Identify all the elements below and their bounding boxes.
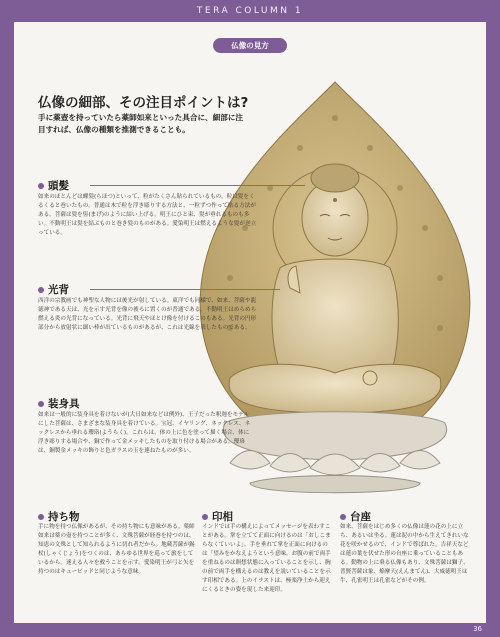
section-pedestal-body: 如来、菩薩をはじめ多くの仏像は蓮の花の上に立ち、あるいは坐る。蓮は泥の中から生えてきれいな花を咲かせるので、インドで尊ばれた。吉祥天などは蓮の葉を伏せた形の台座に乗っていることもある。動物の上に乗る仏像もあり、文殊菩薩は獅子、普賢菩薩は象、焔摩天(えんまてん)、大威徳明王は牛、孔雀明王は孔雀などがその例。 — [340, 524, 469, 584]
section-pill: 仏像の見方 — [213, 38, 287, 53]
page-headline: 仏像の細部、その注目ポイントは? — [38, 95, 249, 111]
lead-paragraph: 手に薬壺を持っていたら薬師如来といった具合に、細部に注目すれば、仏像の種類を推測できることも。 — [38, 113, 244, 134]
bullet-dot-icon — [340, 514, 346, 520]
section-hair-body: 如来のほとんどは螺髪(らほつ)といって、粒がたくさん貼られているもの。粒は髪をくるくると巻いたもの。普通は木で粒を浮き彫りする方法と、一粒ずつ作って貼る方法がある。菩薩は髪を髻(まげ)のように結い上げる。明王にひと束、髪が垂れるものも多い。不動明王は髪を結ぶものと巻き髪のものがある。愛染明王は燃えるような髪が逆立っている。 — [38, 194, 257, 236]
section-mudra-body: インドでは手の構えによってメッセージを表わすことがある。掌を立てて正面に向けるのは「おしこまらなくていいよ」。手を垂れて掌を正面に向けるのは「望みをかなえようという意味。お腹の前で両手を重ねるのは瞑想状態に入っていることを示し、胸の前で両手を構えるのは教えを説いていることを示す印相である。上のイラストは、極楽浄土から迎えにくるときの姿を現した来迎印。 — [202, 524, 331, 593]
leader-line-halo — [90, 289, 280, 290]
leader-line-hair — [90, 185, 305, 186]
section-pedestal-title: 台座 — [340, 509, 371, 524]
page-number: 36 — [473, 625, 482, 633]
bullet-dot-icon — [38, 514, 44, 520]
section-mudra-title: 印相 — [202, 509, 233, 524]
section-halo-title: 光背 — [38, 282, 69, 297]
bullet-dot-icon — [38, 401, 44, 407]
bullet-dot-icon — [38, 287, 44, 293]
section-items-body: 手に物を持つ仏像があるが、その持ち物にも意味がある。薬師如来は薬の壺を持つことが多く、文殊菩薩が経巻を持つのは、知恵の文殊として知られるように切れ者だから。地蔵菩薩が錫杖(しゃくじょう)をつくのは、あらゆる世界を巡って旅をしているから。迷える人々を救うことを示す。愛染明王が弓と矢を持つのはキューピッドと同じような意味。 — [38, 524, 195, 575]
bullet-dot-icon — [202, 514, 208, 520]
section-ornaments-body: 如来は一般的に装身具を着けないが(大日如来などは例外)、王子だった釈迦をモデルにした菩薩は、さまざまな装身具を着けている。宝冠、イヤリング、ネックレス、ネックレスから垂れる瓔珞(ようらく)。これらは、体の上に色を塗って描く場合、体に浮き彫りする場合や、銅で作って金メッキしたものを取り付ける場合がある。瓔珞は、銅製金メッキの飾りと色ガラスの玉を連ねたものが多い。 — [38, 412, 251, 454]
section-items-title: 持ち物 — [38, 509, 80, 524]
section-hair-title: 頭髪 — [38, 178, 69, 193]
section-halo-body: 西洋の宗教画でも神聖な人物には後光が射している。東洋でも同様で、如来、菩薩や龍徳神である天は、光を示す光背を像の後ろに置くのが普通である。不動明王はめらめら燃える炎の光背になっている。光背に飛天やほとけ像を付けるこのもある。光背の円形部分から放射状に細い棒が出ているものがあるが、これは光線を表したものである。 — [38, 298, 257, 331]
column-label: TERA COLUMN 1 — [196, 6, 304, 16]
section-ornaments-title: 装身具 — [38, 396, 80, 411]
bullet-dot-icon — [38, 183, 44, 189]
